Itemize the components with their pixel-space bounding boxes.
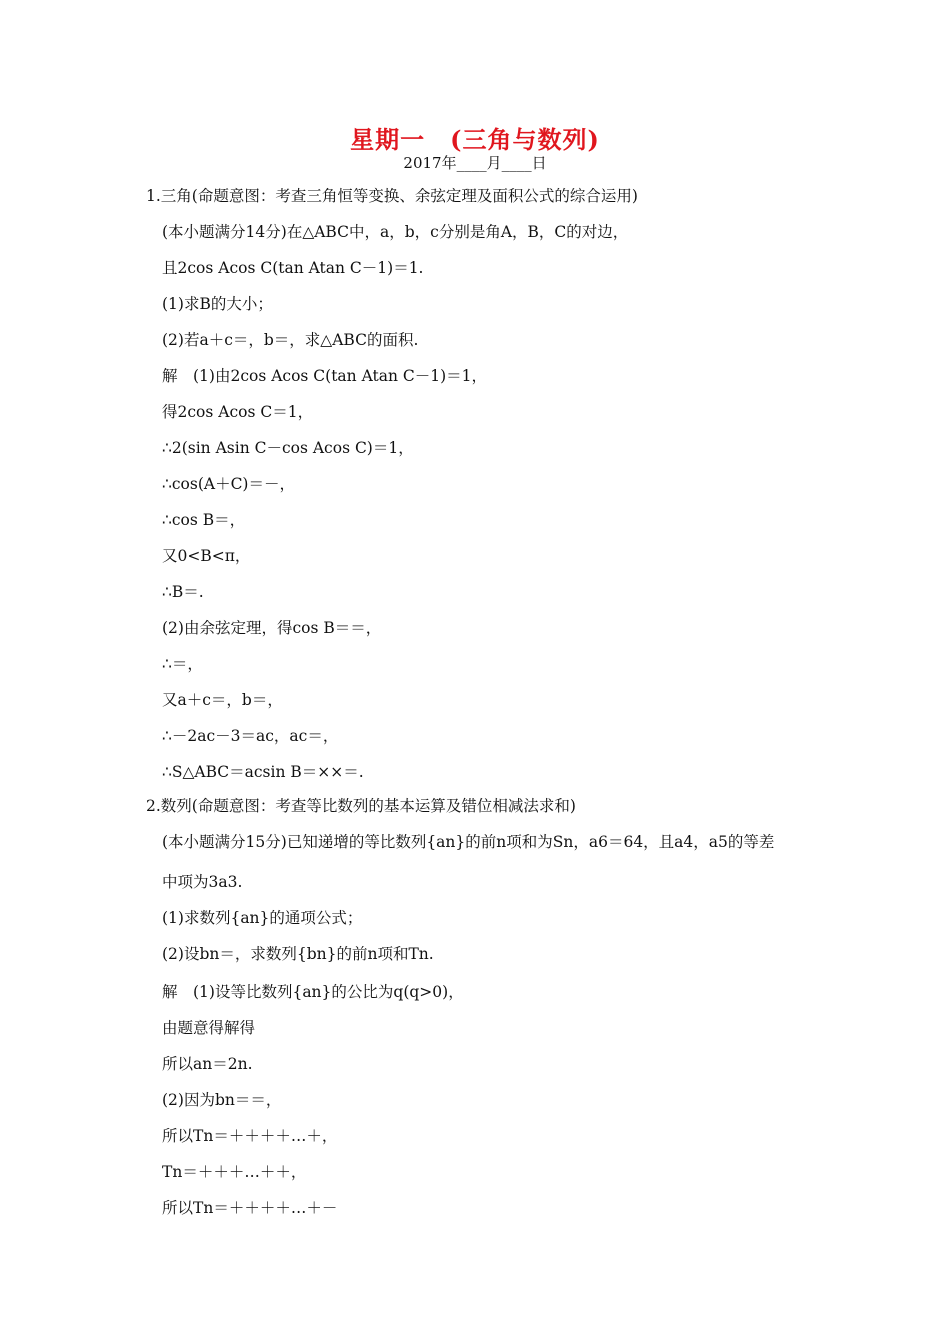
solution-line: (2)由余弦定理，得cos B＝＝， [162,619,382,637]
solution-line: 解 (1)由2cos Acos C(tan Atan C－1)＝1， [162,367,488,385]
solution-line: ∴B＝. [162,583,204,601]
problem-2-part-1: (1)求数列{an}的通项公式； [162,909,363,927]
problem-1-statement-cont: 且2cos Acos C(tan Atan C－1)＝1. [162,259,424,277]
date-line: 2017年____月____日 [403,154,547,172]
page-title: 星期一 (三角与数列) [350,125,600,154]
solution-line: ∴－2ac－3＝ac，ac＝， [162,727,339,745]
solution-line: 所以Tn＝＋＋＋＋…＋－ [162,1199,338,1217]
solution-line: 所以Tn＝＋＋＋＋…＋， [162,1127,338,1145]
problem-2-statement-cont: 中项为3a3. [162,873,243,891]
solution-line: 得2cos Acos C＝1， [162,403,314,421]
solution-line: 又0<B<π， [162,547,251,565]
solution-line: 所以an＝2n. [162,1055,253,1073]
problem-1-heading: 1.三角(命题意图：考查三角恒等变换、余弦定理及面积公式的综合运用) [146,187,638,205]
solution-line: ∴2(sin Asin C－cos Acos C)＝1， [162,439,414,457]
solution-line: ∴＝， [162,655,203,673]
solution-line: 由题意得解得 [162,1019,256,1037]
problem-1-statement: (本小题满分14分)在△ABC中，a，b，c分别是角A，B，C的对边， [162,223,629,241]
problem-2-heading: 2.数列(命题意图：考查等比数列的基本运算及错位相减法求和) [146,797,576,815]
solution-line: ∴cos(A＋C)＝－， [162,475,295,493]
problem-2-statement: (本小题满分15分)已知递增的等比数列{an}的前n项和为Sn，a6＝64，且a4，a5的等差 [162,833,775,851]
problem-2-part-2: (2)设bn＝，求数列{bn}的前n项和Tn. [162,945,434,963]
solution-line: Tn＝＋＋＋…＋＋， [162,1163,307,1181]
problem-1-part-1: (1)求B的大小； [162,295,273,313]
solution-line: 解 (1)设等比数列{an}的公比为q(q>0)， [162,983,464,1001]
solution-line: ∴S△ABC＝acsin B＝××＝. [162,763,364,781]
solution-line: 又a＋c＝，b＝， [162,691,283,709]
solution-line: (2)因为bn＝＝， [162,1091,282,1109]
problem-1-part-2: (2)若a＋c＝，b＝，求△ABC的面积. [162,331,419,349]
solution-line: ∴cos B＝， [162,511,246,529]
